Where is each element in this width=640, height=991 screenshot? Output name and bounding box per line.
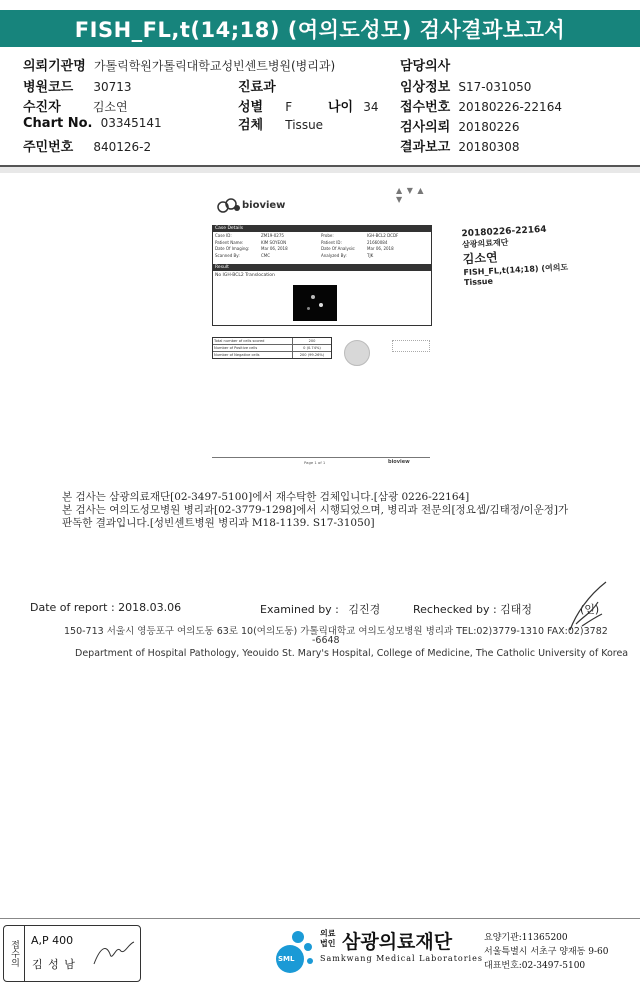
patient-value: 김소연 bbox=[92, 100, 128, 114]
pie-legend bbox=[392, 340, 430, 352]
result-box bbox=[212, 264, 432, 326]
request-value: 20180226 bbox=[458, 120, 520, 134]
result-heading: Result bbox=[213, 265, 431, 271]
institution-row bbox=[23, 55, 335, 74]
analysis-value: Mar 06, 2018 bbox=[367, 246, 394, 251]
age-label: 나이 bbox=[328, 100, 354, 115]
department-label: 진료과 bbox=[238, 80, 276, 95]
patient-row bbox=[23, 96, 128, 115]
doctor-label: 담당의사 bbox=[400, 59, 451, 74]
examined-value: 김진경 bbox=[348, 603, 381, 616]
sex-value: F bbox=[285, 100, 293, 114]
receipt-label: 접수번호 bbox=[400, 100, 451, 115]
hospital-code-value: 30713 bbox=[93, 80, 132, 94]
chart-value: 03345141 bbox=[100, 116, 162, 130]
analyzed-value: TJK bbox=[367, 252, 374, 258]
sml-logo bbox=[268, 925, 316, 981]
total-value: 200 bbox=[308, 339, 316, 343]
analysis-label: Date Of Analysis: bbox=[321, 246, 356, 251]
receipt-row bbox=[400, 96, 562, 115]
specimen-value: Tissue bbox=[285, 118, 324, 132]
fish-cell-image bbox=[293, 285, 337, 321]
report-title: FISH_FL,t(14;18) (여의도성모) 검사결과보고서 bbox=[0, 10, 640, 47]
rechecked-value: 김태정 bbox=[500, 603, 533, 616]
patient-label: 수진자 bbox=[23, 100, 61, 115]
institution-label: 의뢰기관명 bbox=[23, 59, 86, 74]
org-address: 서울특별시 서초구 양재동 9-60 bbox=[484, 947, 609, 957]
org-english: Samkwang Medical Laboratories bbox=[320, 954, 483, 963]
report-label: 결과보고 bbox=[400, 140, 451, 155]
department-row bbox=[238, 76, 276, 95]
age-row bbox=[328, 96, 379, 115]
document-footer bbox=[0, 918, 640, 991]
org-prefix-2: 법인 bbox=[320, 939, 336, 948]
analyzed-label: Analyzed By: bbox=[321, 252, 347, 258]
result-text: No IGH-BCL2 Translocation bbox=[215, 273, 275, 278]
sml-logo-text: SML bbox=[278, 955, 295, 963]
case-id-value: ZM19-0275 bbox=[261, 233, 284, 238]
report-value: 20180308 bbox=[458, 140, 520, 154]
rechecked-label: Rechecked by : bbox=[413, 603, 497, 616]
specimen-sticker bbox=[461, 221, 624, 299]
seal-mark: (인) bbox=[580, 603, 600, 616]
stamp-signature-icon bbox=[90, 938, 136, 970]
request-row bbox=[400, 116, 519, 135]
sex-row bbox=[238, 96, 292, 115]
receipt-value: 20180226-22164 bbox=[458, 100, 562, 114]
sticker-receipt: 20180226-22164 bbox=[461, 224, 547, 240]
total-label: Total number of cells scored bbox=[213, 338, 293, 344]
scanned-label: Scanned By: bbox=[215, 252, 240, 258]
positive-value: 0 (0.74%) bbox=[303, 346, 321, 350]
org-phone: 대표번호:02-3497-5100 bbox=[484, 961, 586, 971]
negative-value: 200 (99.26%) bbox=[299, 353, 325, 357]
clinical-value: S17-031050 bbox=[458, 80, 532, 94]
cell-ratio-pie bbox=[344, 340, 370, 366]
rrn-value: 840126-2 bbox=[93, 140, 152, 154]
chart-row bbox=[23, 116, 162, 131]
rrn-label: 주민번호 bbox=[23, 140, 74, 155]
rrn-row bbox=[23, 136, 151, 155]
table-row bbox=[213, 345, 331, 352]
bioview-logo bbox=[217, 195, 285, 215]
bioview-brand: bioview bbox=[242, 199, 286, 211]
probe-value: IGH-BCL2 DCDF bbox=[367, 233, 399, 238]
table-row bbox=[213, 352, 331, 358]
sticker-org: 삼광의료재단 bbox=[461, 237, 509, 250]
specimen-label: 검체 bbox=[238, 118, 264, 133]
stamp-code: A,P 400 bbox=[31, 934, 74, 947]
sml-logo-icon bbox=[268, 925, 316, 981]
report-date: Date of report : 2018.03.06 bbox=[30, 601, 182, 614]
sticker-name: 김소연 bbox=[462, 250, 498, 267]
scan-footer-logo: bioview bbox=[388, 459, 410, 465]
patient-info-header bbox=[0, 50, 640, 167]
patient-name-value: KIM SOYEON bbox=[261, 239, 287, 245]
patient-id-label: Patient ID: bbox=[321, 239, 342, 245]
address-line-2: -6648 bbox=[312, 635, 340, 646]
negative-label: Number of Negative cells bbox=[213, 352, 293, 358]
case-details-heading: Case Details bbox=[213, 226, 431, 232]
scanned-value: CMC bbox=[261, 252, 271, 258]
scanned-bioview-report bbox=[212, 186, 430, 470]
positive-label: Number of Positive cells bbox=[213, 345, 293, 351]
rechecked-by bbox=[413, 601, 532, 617]
org-name: 삼광의료재단 bbox=[342, 931, 453, 953]
institution-value: 가톨릭학원가톨릭대학교성빈센트병원(병리과) bbox=[93, 59, 336, 73]
case-id-label: Case ID: bbox=[215, 233, 232, 238]
hospital-code-row bbox=[23, 76, 132, 95]
note-line-3: 판독한 결과입니다.[성빈센트병원 병리과 M18-1139. S17-31050] bbox=[62, 517, 375, 529]
hospital-code-label: 병원코드 bbox=[23, 80, 74, 95]
note-line-1: 본 검사는 삼광의료재단[02-3497-5100]에서 재수탁한 검체입니다.[삼광 0226-22164] bbox=[62, 491, 470, 503]
stamp-name: 김 성 남 bbox=[32, 958, 76, 971]
header-divider bbox=[0, 167, 640, 173]
receipt-stamp bbox=[3, 925, 141, 982]
clinical-label: 임상정보 bbox=[400, 80, 451, 95]
request-label: 검사의뢰 bbox=[400, 120, 451, 135]
table-row bbox=[213, 338, 331, 345]
imaging-label: Date Of Imaging: bbox=[215, 246, 250, 251]
stamp-label: 접수의 bbox=[4, 926, 25, 981]
address-line-3: Department of Hospital Pathology, Yeouido St. Mary's Hospital, College of Medicine, The Catholic University of Korea bbox=[75, 648, 629, 659]
cell-count-table bbox=[212, 337, 332, 359]
scan-footer-line bbox=[212, 457, 430, 458]
doctor-row bbox=[400, 55, 450, 74]
examined-label: Examined by : bbox=[260, 603, 339, 616]
sticker-specimen: Tissue bbox=[463, 276, 494, 288]
org-code: 요양기관:11365200 bbox=[484, 933, 568, 943]
scan-mark-icon: ▲ ▼ ▲ ▼ bbox=[396, 186, 425, 204]
org-prefix-1: 의료 bbox=[320, 929, 336, 938]
report-row bbox=[400, 136, 519, 155]
patient-name-label: Patient Name: bbox=[215, 239, 244, 245]
clinical-row bbox=[400, 76, 531, 95]
imaging-value: Mar 06, 2018 bbox=[261, 246, 288, 251]
chart-label: Chart No. bbox=[23, 116, 93, 131]
bioview-logo-icon bbox=[217, 195, 241, 215]
org-prefix bbox=[320, 929, 335, 949]
age-value: 34 bbox=[363, 100, 379, 114]
sticker-test: FISH_FL,t(14;18) (여의도 bbox=[463, 262, 569, 278]
sex-label: 성별 bbox=[238, 100, 264, 115]
examined-by bbox=[260, 601, 380, 617]
patient-id-value: 21660084 bbox=[367, 239, 388, 245]
scan-page-number: Page 1 of 1 bbox=[304, 460, 326, 465]
note-line-2: 본 검사는 여의도성모병원 병리과[02-3779-1298]에서 시행되었으며, 병리과 전문의[정요셉/김태정/이운정]가 bbox=[62, 504, 569, 516]
address-line-1: 150-713 서울시 영등포구 여의도동 63로 10(여의도동) 가톨릭대학교 여의도성모병원 병리과 TEL:02)3779-1310 FAX:02)3782 bbox=[64, 626, 608, 637]
specimen-row bbox=[238, 114, 323, 133]
case-details-box bbox=[212, 225, 432, 267]
probe-label: Probe: bbox=[321, 233, 334, 238]
